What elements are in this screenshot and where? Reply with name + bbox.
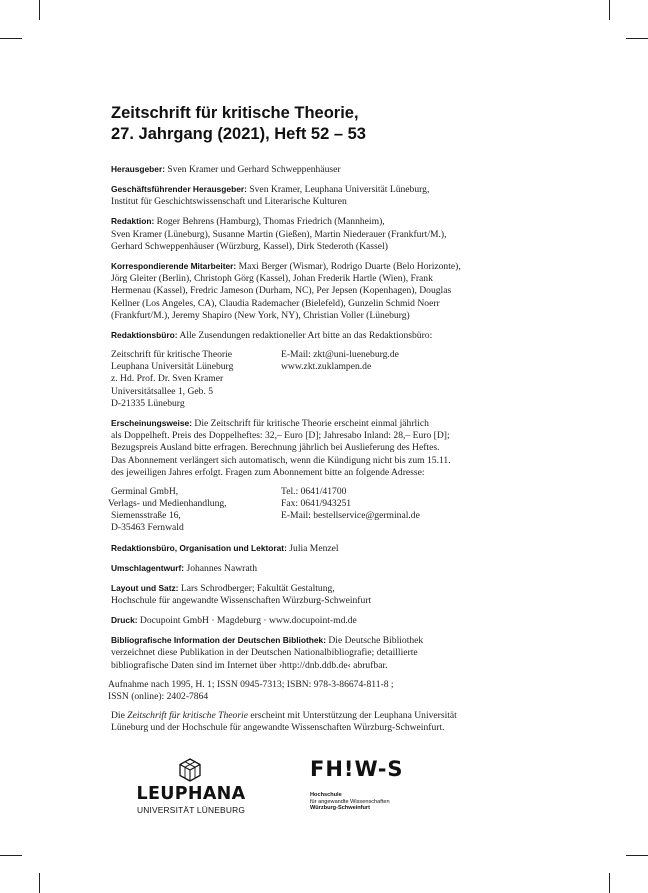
redaktionsbuero-section: [111, 329, 541, 342]
email-link: E-Mail: zkt@uni-lueneburg.de: [281, 349, 399, 360]
erscheinungsweise-text: als Doppelheft. Preis des Doppelheftes: 32,– Euro [D]; Jahresabo Inland: 28,– Euro [D];: [111, 430, 450, 442]
geschaeftsfuehrender-text: Institut für Geschichtswissenschaft und Literarische Kulturen: [111, 196, 347, 208]
unterstuetzung-section: [111, 710, 541, 734]
korrespondierende-section: [111, 260, 541, 322]
lektorat-label: Redaktionsbüro, Organisation und Lektorat:: [111, 542, 287, 553]
geschaeftsfuehrender-section: [111, 183, 541, 208]
redaktionsbuero-label: Redaktionsbüro:: [111, 329, 178, 340]
erscheinungsweise-label: Erscheinungsweise:: [111, 417, 192, 428]
title-line-1: Zeitschrift für kritische Theorie,: [111, 104, 359, 122]
fhws-logo: [310, 758, 440, 818]
crop-mark: [609, 0, 610, 20]
redaktion-text: Gerhard Schweppenhäuser (Würzburg, Kassel), Dirk Stederoth (Kassel): [111, 240, 388, 252]
bibliografisch-label: Bibliografische Information der Deutschen Bibliothek:: [111, 635, 326, 646]
geschaeftsfuehrender-text: Sven Kramer, Leuphana Universität Lüneburg,: [246, 184, 430, 196]
korrespondierende-text: (Frankfurt/M.), Jeremy Shapiro (New York, NY), Christian Voller (Lüneburg): [111, 309, 410, 321]
korrespondierende-label: Korrespondierende Mitarbeiter:: [111, 260, 237, 271]
address-line: D-21335 Lüneburg: [111, 397, 185, 409]
website-link: www.zkt.zuklampen.de: [281, 361, 372, 373]
fax-number: Fax: 0641/943251: [281, 498, 352, 510]
crop-mark: [0, 38, 22, 39]
druck-section: [111, 614, 541, 627]
crop-mark: [0, 855, 22, 856]
korrespondierende-text: Kellner (Los Angeles, CA), Claudia Rademacher (Bielefeld), Gunzelin Schmid Noerr: [111, 297, 440, 309]
druck-text: Docupoint GmbH · Magdeburg · www.docupoint-md.de: [137, 615, 357, 626]
page-title: [111, 103, 541, 145]
bibliografisch-text: verzeichnet diese Publikation in der Deutschen Nationalbibliografie; detaillierte: [111, 647, 418, 659]
herausgeber-label: Herausgeber:: [111, 164, 165, 174]
verlag-address: [108, 485, 541, 535]
erscheinungsweise-section: [111, 417, 541, 479]
layout-section: [111, 582, 541, 607]
redaktion-section: [111, 215, 541, 253]
address-line: D-35463 Fernwald: [111, 522, 184, 534]
umschlag-text: Johannes Nawrath: [184, 562, 258, 574]
aufnahme-text: Aufnahme nach 1995, H. 1; ISSN 0945-7313; ISBN: 978-3-86674-811-8 ;: [108, 678, 394, 690]
lektorat-text: Julia Menzel: [286, 542, 339, 554]
layout-label: Layout und Satz:: [111, 582, 179, 593]
bibliografisch-text: bibliografische Daten sind im Internet über ›http://dnb.ddb.de‹ abrufbar.: [111, 659, 388, 671]
layout-text: Lars Schrodberger; Fakultät Gestaltung,: [178, 582, 335, 594]
leuphana-subtitle: UNIVERSITÄT LÜNEBURG: [136, 805, 246, 815]
erscheinungsweise-text: Die Zeitschrift für kritische Theorie erscheint einmal jährlich: [192, 417, 429, 429]
redaktion-label: Redaktion:: [111, 216, 155, 227]
redaktionsbuero-address: [111, 349, 541, 410]
hexagon-cube-icon: [179, 758, 201, 782]
geschaeftsfuehrender-label: Geschäftsführender Herausgeber:: [111, 184, 247, 195]
bibliografisch-text: Die Deutsche Bibliothek: [325, 635, 424, 647]
phone-number: Tel.: 0641/41700: [281, 485, 347, 497]
korrespondierende-text: Maxi Berger (Wismar), Rodrigo Duarte (Belo Horizonte),: [236, 260, 461, 272]
email-link: E-Mail: bestellservice@germinal.de: [281, 510, 420, 522]
redaktion-text: Sven Kramer (Lüneburg), Susanne Martin (Gießen), Martin Niederauer (Frankfurt/M.),: [111, 228, 447, 240]
aufnahme-section: [108, 679, 541, 703]
address-line: z. Hd. Prof. Dr. Sven Kramer: [111, 373, 224, 385]
umschlag-label: Umschlagentwurf:: [111, 562, 185, 573]
redaktionsbuero-text: Alle Zusendungen redaktioneller Art bitte an das Redaktionsbüro:: [177, 329, 433, 341]
crop-mark: [609, 873, 610, 893]
unterstuetzung-text: Die: [111, 709, 128, 721]
logos: [111, 758, 551, 828]
erscheinungsweise-text: des jeweiligen Jahres erfolgt. Fragen zum Abonnement bitte an folgende Adresse:: [111, 466, 425, 478]
umschlag-section: [111, 562, 541, 575]
druck-label: Druck:: [111, 615, 138, 625]
address-line: Germinal GmbH,: [111, 485, 179, 497]
title-line-2: 27. Jahrgang (2021), Heft 52 – 53: [111, 125, 366, 143]
herausgeber-section: [111, 163, 541, 176]
crop-mark: [39, 873, 40, 893]
unterstuetzung-text: Lüneburg und der Hochschule für angewandte Wissenschaften Würzburg-Schweinfurt.: [111, 722, 445, 734]
lektorat-section: [111, 542, 541, 555]
fhws-line: für angewandte Wissenschaften: [310, 798, 390, 805]
redaktion-text: Roger Behrens (Hamburg), Thomas Friedrich (Mannheim),: [154, 216, 385, 228]
address-line: Verlags- und Medienhandlung,: [108, 498, 227, 510]
fhws-line: Hochschule: [310, 792, 342, 798]
fhws-wordmark: FH!W-S: [310, 757, 404, 781]
address-line: Universitätsallee 1, Geb. 5: [111, 385, 214, 397]
leuphana-name: LEUPHANA: [136, 784, 246, 804]
journal-title-italic: Zeitschrift für kritische Theorie: [127, 709, 248, 721]
herausgeber-text: Sven Kramer und Gerhard Schweppenhäuser: [165, 164, 341, 175]
aufnahme-text: ISSN (online): 2402-7864: [108, 690, 209, 702]
korrespondierende-text: Jörg Gleiter (Berlin), Christoph Görg (Kassel), Johan Frederik Hartle (Wien), Frank: [111, 273, 433, 285]
crop-mark: [39, 0, 40, 20]
bibliografisch-section: [111, 634, 541, 672]
address-line: Zeitschrift für kritische Theorie: [111, 349, 233, 360]
erscheinungsweise-text: Das Abonnement verlängert sich automatisch, wenn die Kündigung nicht bis zum 15.11.: [111, 454, 451, 466]
crop-mark: [626, 38, 648, 39]
layout-text: Hochschule für angewandte Wissenschaften Würzburg-Schweinfurt: [111, 594, 372, 606]
leuphana-logo: [111, 758, 271, 818]
address-line: Siemensstraße 16,: [111, 510, 181, 522]
fhws-line: Würzburg-Schweinfurt: [310, 805, 370, 811]
erscheinungsweise-text: Bezugspreis Ausland bitte erfragen. Berechnung jährlich bei Auslieferung des Heftes.: [111, 442, 440, 454]
crop-mark: [626, 855, 648, 856]
address-line: Leuphana Universität Lüneburg: [111, 361, 234, 373]
korrespondierende-text: Hermenau (Kassel), Fredric Jameson (Durham, NC), Per Jepsen (Kopenhagen), Douglas: [111, 285, 452, 297]
imprint: [108, 163, 541, 741]
unterstuetzung-text: erscheint mit Unterstützung der Leuphana Universität: [247, 709, 457, 721]
